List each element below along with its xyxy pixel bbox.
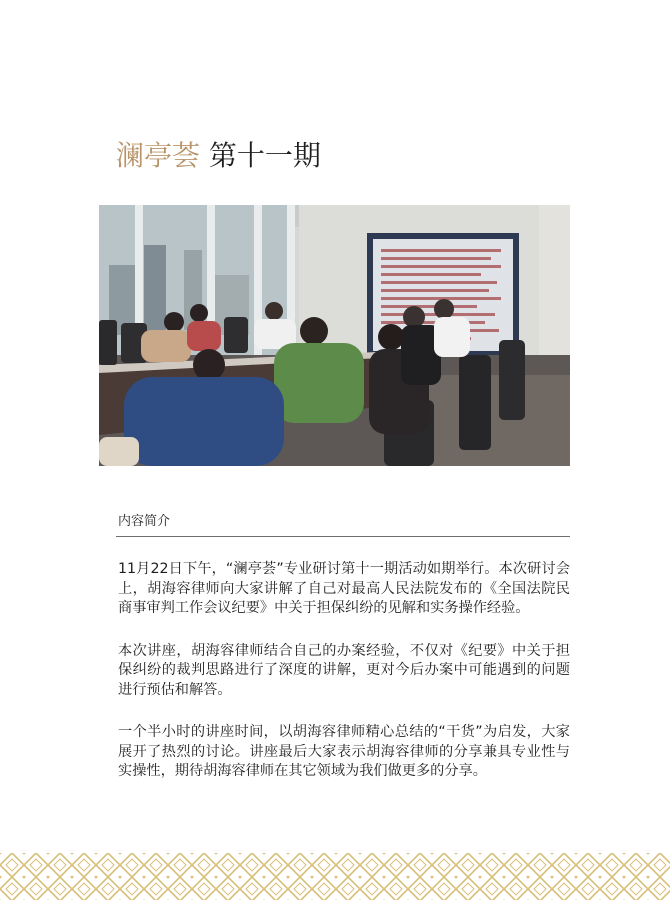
section-divider — [116, 536, 570, 537]
paragraph: 本次讲座，胡海容律师结合自己的办案经验，不仅对《纪要》中关于担保纠纷的裁判思路进行了深度的讲解，更对今后办案中可能遇到的问题进行预估和解答。 — [118, 642, 570, 698]
title-brand: 澜亭荟 — [116, 139, 201, 172]
title-issue: 第十一期 — [208, 139, 321, 172]
paragraph: 11月22日下午，“澜亭荟”专业研讨第十一期活动如期举行。本次研讨会上，胡海容律师向大家讲解了自己对最高人民法院发布的《全国法院民商事审判工作会议纪要》中关于担保纠纷的见解和实务操作经验。 — [118, 561, 570, 616]
section-title: 内容简介 — [118, 514, 171, 529]
article-body — [118, 560, 570, 805]
decorative-lattice-border — [0, 853, 670, 900]
page-title — [116, 138, 321, 174]
event-photo — [99, 205, 570, 466]
paragraph: 一个半小时的讲座时间，以胡海容律师精心总结的“干货”为启发，大家展开了热烈的讨论。讲座最后大家表示胡海容律师的分享兼具专业性与实操性，期待胡海容律师在其它领域为我们做更多的分享。 — [118, 724, 570, 779]
